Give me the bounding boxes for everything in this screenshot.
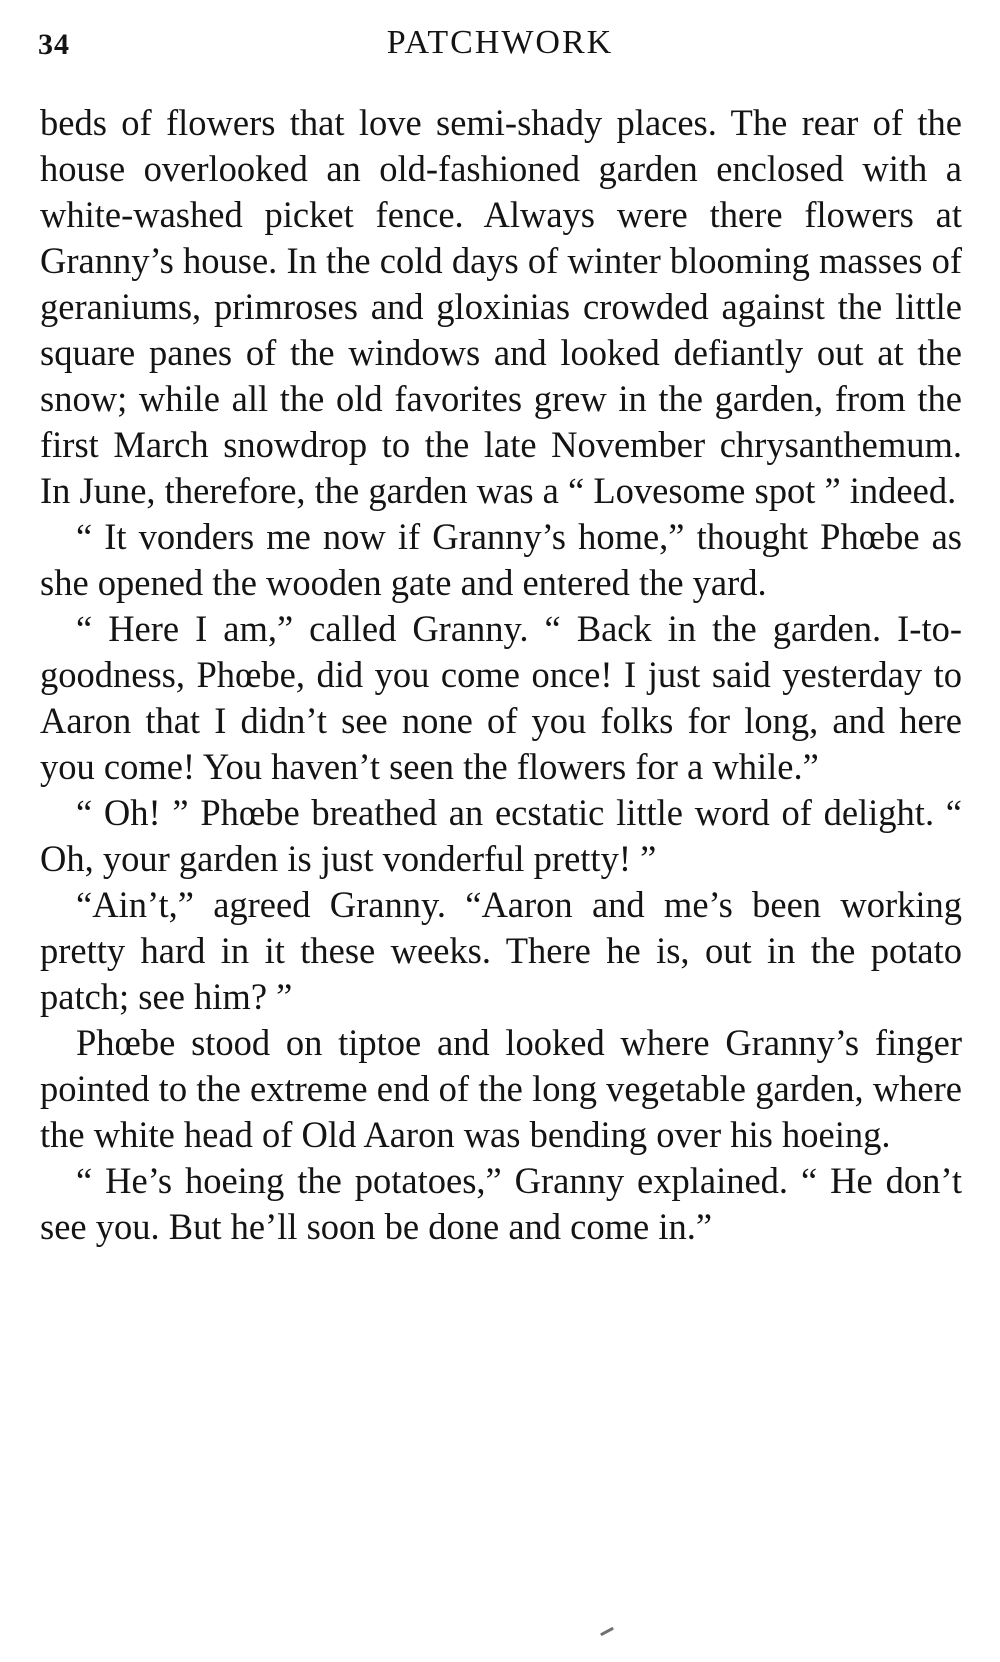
paragraph: “ It vonders me now if Granny’s home,” thought Phœbe as she opened the wooden gate and entered the yard. <box>40 516 962 603</box>
paragraph: Phœbe stood on tiptoe and looked where Granny’s finger pointed to the extreme end of the long vegetable garden, where the white head of Old Aaron was bending over his hoeing. <box>40 1022 962 1155</box>
paragraph: “Ain’t,” agreed Granny. “Aaron and me’s been working pretty hard in it these weeks. There he is, out in the potato patch; see him? ” <box>40 884 962 1017</box>
paragraph: beds of flowers that love semi-shady places. The rear of the house overlooked an old-fashioned garden enclosed with a white-washed picket fence. Always were there flowers at Granny’s house. In the cold days of winter blooming masses of geraniums, primroses and gloxinias crowded against the little square panes of the windows and looked defiantly out at the snow; while all the old favorites grew in the garden, from the first March snowdrop to the late November chrysanthemum. In June, therefore, the garden was a “ Lovesome spot ” indeed. <box>40 102 962 511</box>
scan-artifact <box>600 1627 614 1636</box>
paragraph: “ Oh! ” Phœbe breathed an ecstatic little word of delight. “ Oh, your garden is just vonderful pretty! ” <box>40 792 962 879</box>
paragraph: “ Here I am,” called Granny. “ Back in the garden. I-to-goodness, Phœbe, did you come once! I just said yesterday to Aaron that I didn’t see none of you folks for long, and here you come! You haven’t seen the flowers for a while.” <box>40 608 962 787</box>
page-number: 34 <box>38 28 70 61</box>
running-title: PATCHWORK <box>386 24 614 61</box>
paragraph: “ He’s hoeing the potatoes,” Granny explained. “ He don’t see you. But he’ll soon be done and come in.” <box>40 1160 962 1247</box>
body-text <box>40 100 962 1250</box>
